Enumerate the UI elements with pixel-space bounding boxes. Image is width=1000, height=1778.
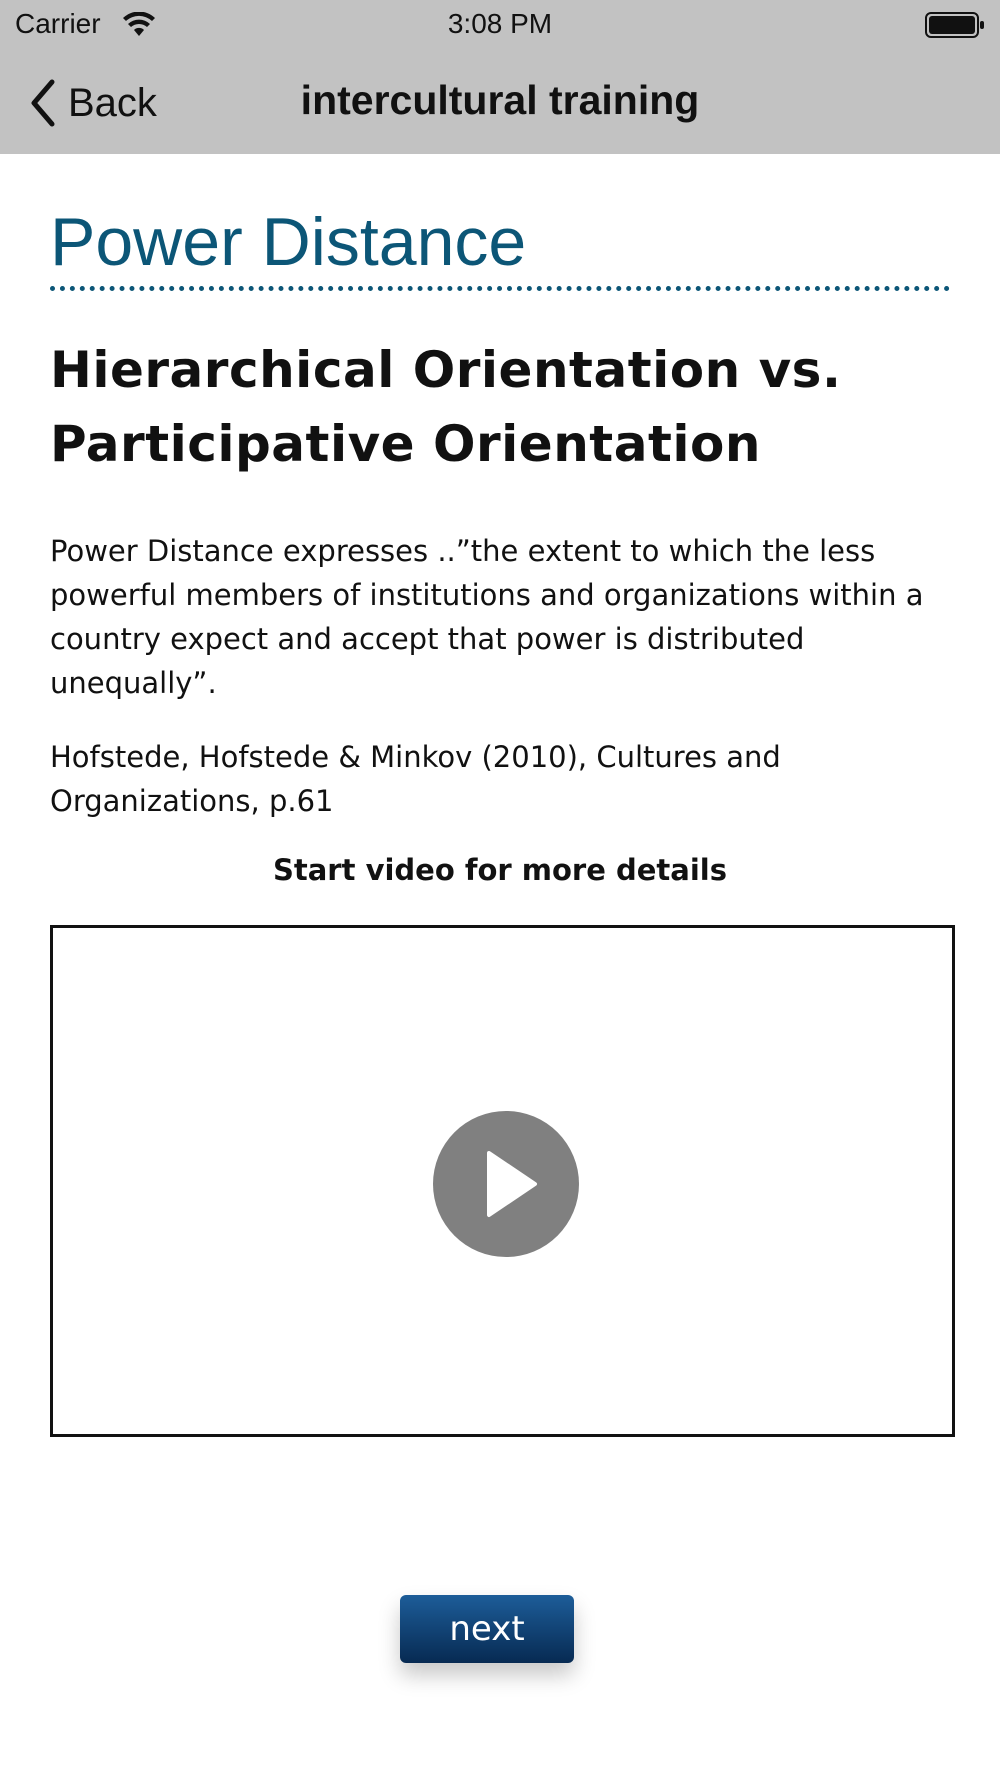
- play-button[interactable]: [433, 1111, 579, 1257]
- definition-paragraph: Power Distance expresses ..”the extent to which the less powerful members of institutions and organizations within a country expect and accept that power is distributed unequally”.: [50, 534, 924, 700]
- battery-icon: [925, 12, 985, 38]
- next-button[interactable]: next: [400, 1595, 574, 1663]
- navigation-bar: [0, 52, 1000, 154]
- subtitle-line-1: Hierarchical Orientation vs.: [50, 341, 842, 399]
- subtitle: [50, 333, 950, 481]
- clock: 3:08 PM: [447, 8, 553, 39]
- status-bar: [0, 0, 1000, 52]
- carrier-label: Carrier: [15, 8, 101, 39]
- back-label: Back: [68, 80, 157, 125]
- citation: Hofstede, Hofstede & Minkov (2010), Cultures and Organizations, p.61: [50, 740, 781, 818]
- video-cta-label: Start video for more details: [272, 853, 728, 887]
- video-player[interactable]: [50, 925, 955, 1437]
- play-icon: [483, 1149, 539, 1219]
- subtitle-line-2: Participative Orientation: [50, 415, 761, 473]
- section-title: Power Distance: [50, 204, 950, 291]
- main-content: [50, 154, 950, 887]
- nav-title: intercultural training: [300, 77, 700, 123]
